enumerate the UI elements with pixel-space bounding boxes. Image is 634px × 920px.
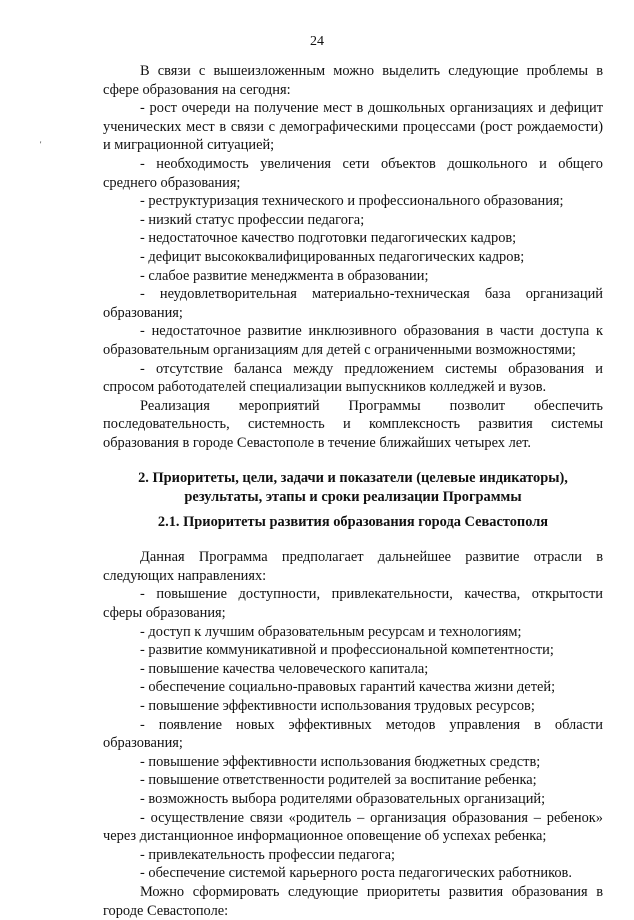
directions-conclusion: Можно сформировать следующие приоритеты развития образования в городе Севастополе:	[103, 883, 603, 919]
direction-item: - повышение ответственности родителей за воспитание ребенка;	[140, 772, 537, 789]
direction-item: - повышение эффективности использования бюджетных средств;	[140, 753, 541, 770]
problem-item: - недостаточное качество подготовки педагогических кадров;	[140, 230, 517, 247]
direction-item: - повышение качества человеческого капитала;	[140, 660, 429, 677]
document-body	[103, 62, 603, 920]
direction-item: - обеспечение системой карьерного роста педагогических работников.	[140, 865, 572, 882]
margin-mark: '	[40, 140, 42, 149]
direction-item: - доступ к лучшим образовательным ресурсам и технологиям;	[140, 623, 522, 640]
subsection-heading: 2.1. Приоритеты развития образования города Севастополя	[157, 513, 549, 530]
direction-item: - осуществление связи «родитель – организация образования – ребенок» через дистанционное информационное оповещение об успехах ребенка;	[103, 809, 603, 845]
problem-item: - рост очереди на получение мест в дошкольных организациях и дефицит ученических мест в связи с демографическими процессами (рост рождаемости) и миграционной ситуацией;	[103, 100, 603, 154]
problem-item: - необходимость увеличения сети объектов дошкольного и общего среднего образования;	[103, 155, 603, 191]
problem-item: - дефицит высококвалифицированных педагогических кадров;	[140, 248, 525, 265]
problem-item: - реструктуризация технического и профессионального образования;	[140, 193, 564, 210]
directions-intro: Данная Программа предполагает дальнейшее развитие отрасли в следующих направлениях:	[103, 549, 603, 584]
direction-item: - возможность выбора родителями образовательных организаций;	[140, 790, 546, 807]
direction-item: - привлекательность профессии педагога;	[140, 846, 396, 863]
problems-conclusion: Реализация мероприятий Программы позволит обеспечить последовательность, системность и комплексность развития системы образования в городе Севастополе в течение ближайших четырех лет.	[103, 397, 603, 451]
problem-item: - отсутствие баланса между предложением системы образования и спросом работодателей специализации выпускников колледжей и вузов.	[103, 360, 603, 396]
problem-item: - слабое развитие менеджмента в образовании;	[140, 267, 429, 284]
direction-item: - повышение эффективности использования трудовых ресурсов;	[140, 698, 535, 714]
section-heading: 2. Приоритеты, цели, задачи и показатели (целевые индикаторы), результаты, этапы и сроки реализации Программы	[138, 470, 568, 506]
direction-item: - развитие коммуникативной и профессиональной компетентности;	[140, 642, 554, 659]
page-number: 24	[310, 34, 324, 49]
direction-item: - появление новых эффективных методов управления в области образования;	[103, 716, 603, 752]
problem-item: - недостаточное развитие инклюзивного образования в части доступа к образовательным организациям для детей с ограниченными возможностями;	[103, 323, 603, 358]
direction-item: - обеспечение социально-правовых гарантий качества жизни детей;	[140, 679, 556, 696]
problem-item: - неудовлетворительная материально-техническая база организаций образования;	[103, 286, 603, 321]
problem-item: - низкий статус профессии педагога;	[140, 211, 365, 228]
direction-item: - повышение доступности, привлекательности, качества, открытости сферы образования;	[103, 586, 603, 622]
problems-intro: В связи с вышеизложенным можно выделить следующие проблемы в сфере образования на сегодня:	[103, 63, 603, 98]
